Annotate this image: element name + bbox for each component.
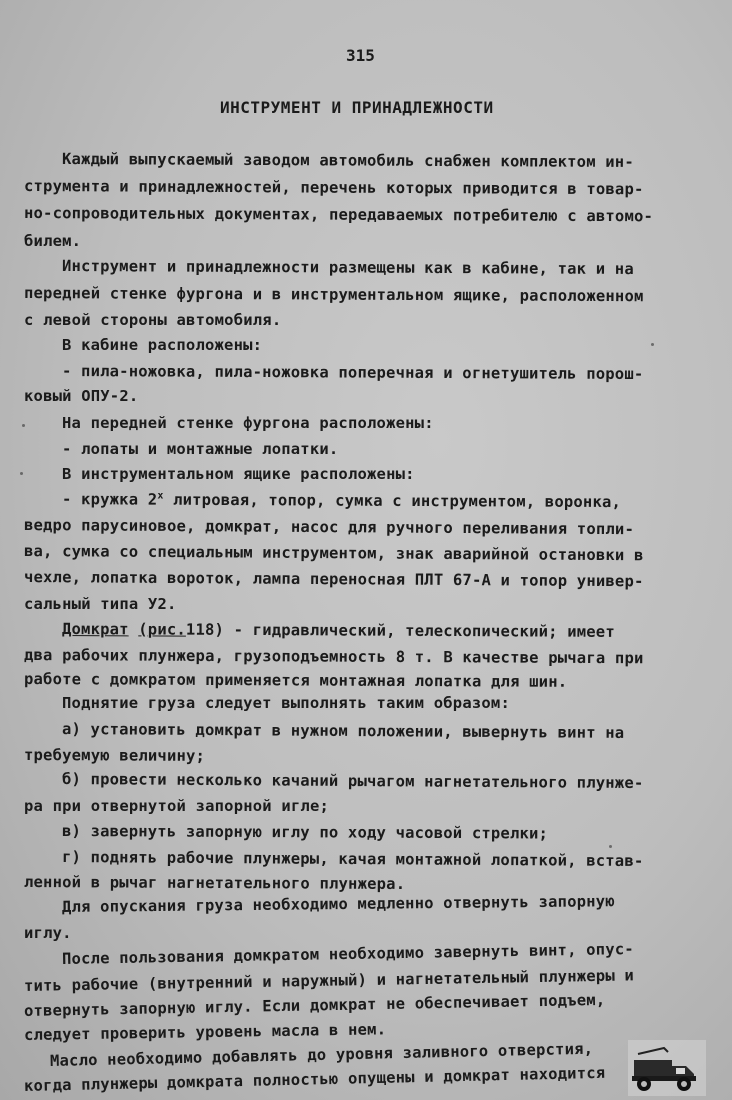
- ink-speck: [22, 424, 25, 427]
- text-line: работе с домкратом применяется монтажная лопатка для шин.: [23, 670, 568, 691]
- text-line: Инструмент и принадлежности размещены как в кабине, так и на: [61, 257, 634, 278]
- text-line: а) установить домкрат в нужном положении, вывернуть винт на: [61, 720, 625, 742]
- text-fragment: (рис.: [138, 620, 186, 639]
- text-fragment: Домкрат: [61, 620, 129, 639]
- text-line: требуемую величину;: [23, 746, 206, 765]
- ink-speck: [20, 472, 23, 475]
- ink-speck: [609, 845, 612, 848]
- text-line: - пила-ножовка, пила-ножовка поперечная и огнетушитель порош-: [61, 362, 644, 384]
- page-title: ИНСТРУМЕНТ И ПРИНАДЛЕЖНОСТИ: [220, 98, 494, 117]
- text-line: сальный типа У2.: [24, 595, 177, 613]
- text-line: Каждый выпускаемый заводом автомобиль снабжен комплектом ин-: [61, 150, 634, 171]
- text-line: в) завернуть запорную иглу по ходу часовой стрелки;: [61, 822, 549, 843]
- text-line: Для опускания груза необходимо медленно отвернуть запорную: [61, 892, 615, 916]
- text-line: чехле, лопатка вороток, лампа переносная ПЛТ 67-А и топор универ-: [23, 568, 644, 591]
- text-line: В кабине расположены:: [62, 336, 263, 354]
- text-line: На передней стенке фургона расположены:: [62, 414, 434, 432]
- text-line: передней стенке фургона и в инструментальном ящике, расположенном: [23, 284, 644, 306]
- text-line: струмента и принадлежностей, перечень которых приводится в товар-: [23, 177, 644, 199]
- text-line: но-сопроводительных документах, передаваемых потребителю с автомо-: [23, 204, 654, 226]
- text-line: ра при отвернутой запорной игле;: [24, 797, 330, 815]
- text-line: ва, сумка со специальным инструментом, знак аварийной остановки в: [23, 542, 644, 565]
- text-line: ковый ОПУ-2.: [24, 387, 139, 405]
- text-line: После пользования домкратом необходимо завернуть винт, опус-: [61, 940, 634, 968]
- ink-speck: [651, 343, 654, 346]
- superscript: х: [157, 490, 164, 502]
- text-line: ведро парусиновое, домкрат, насос для ручного переливания топли-: [23, 516, 635, 539]
- text-line: иглу.: [24, 924, 72, 942]
- text-line: г) поднять рабочие плунжеры, качая монтажной лопаткой, встав-: [61, 848, 644, 871]
- text-line: Поднятие груза следует выполнять таким образом:: [62, 694, 510, 712]
- text-line: ленной в рычаг нагнетательного плунжера.: [23, 873, 406, 893]
- text-fragment: - гидравлический, телескопический; имеет: [224, 620, 615, 641]
- text-line: Масло необходимо добавлять до уровня заливного отверстия,: [49, 1039, 594, 1070]
- text-line: тить рабочие (внутренний и наружный) и нагнетательный плунжеры и: [23, 966, 635, 995]
- text-fragment: 118): [185, 620, 225, 639]
- page-number: 315: [346, 46, 375, 65]
- text-line: [62, 620, 615, 641]
- text-line: отвернуть запорную иглу. Если домкрат не обеспечивает подъем,: [23, 990, 606, 1020]
- text-line: - лопаты и монтажные лопатки.: [62, 440, 339, 458]
- text-line: следует проверить уровень масла в нем.: [23, 1020, 387, 1044]
- text-line: два рабочих плунжера, грузоподъемность 8 т. В качестве рычага при: [23, 646, 644, 668]
- text-line: билем.: [24, 232, 82, 250]
- text-line: когда плунжеры домкрата полностью опущены и домкрат находится: [23, 1063, 606, 1095]
- text-line: В инструментальном ящике расположены:: [62, 465, 415, 483]
- text-line: с левой стороны автомобиля.: [24, 311, 282, 329]
- text-fragment: - кружка 2: [61, 490, 158, 509]
- text-fragment: литровая, топор, сумка с инструментом, воронка,: [163, 490, 622, 512]
- text-line: б) провести несколько качаний рычагом нагнетательного плунже-: [61, 770, 644, 793]
- truck-icon: [628, 1040, 706, 1096]
- text-line: [62, 490, 621, 511]
